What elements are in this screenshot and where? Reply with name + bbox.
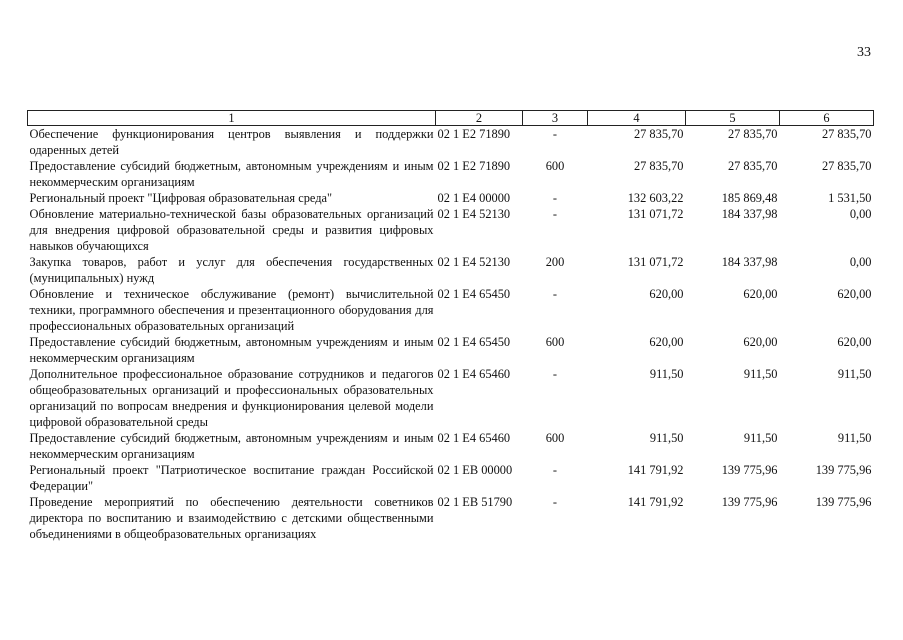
header-col-6: 6 xyxy=(780,111,874,126)
row-name: Региональный проект "Цифровая образовательная среда" xyxy=(29,191,333,205)
row-value-1: 141 791,92 xyxy=(627,463,684,477)
row-name: Предоставление субсидий бюджетным, автономным учреждениям и иным некоммерческим организациям xyxy=(29,431,434,461)
table-row xyxy=(28,158,874,190)
row-name: Региональный проект "Патриотическое воспитание граждан Российской Федерации" xyxy=(29,463,434,493)
row-value-3: 27 835,70 xyxy=(821,159,872,173)
row-value-1: 620,00 xyxy=(649,335,684,349)
table-row xyxy=(28,462,874,494)
row-name: Проведение мероприятий по обеспечению деятельности советников директора по воспитанию и взаимодействию с детскими общественными объединениями в общеобразовательных организациях xyxy=(29,495,434,541)
row-name: Обновление материально-технической базы образовательных организаций для внедрения цифровой образовательной среды и развития цифровых навыков обучающихся xyxy=(29,207,434,253)
row-type: - xyxy=(552,287,558,301)
row-value-1: 27 835,70 xyxy=(633,127,684,141)
header-col-1: 1 xyxy=(28,111,436,126)
row-value-3: 911,50 xyxy=(837,367,872,381)
header-col-3: 3 xyxy=(523,111,588,126)
row-value-2: 911,50 xyxy=(743,367,778,381)
row-code: 02 1 E4 52130 xyxy=(437,207,511,221)
header-col-4: 4 xyxy=(588,111,686,126)
row-name: Предоставление субсидий бюджетным, автономным учреждениям и иным некоммерческим организациям xyxy=(29,335,434,365)
row-type: 200 xyxy=(545,255,565,269)
table-row xyxy=(28,254,874,286)
row-name: Обновление и техническое обслуживание (ремонт) вычислительной техники, программного обеспечения и презентационного оборудования для профессиональных образовательных организаций xyxy=(29,287,434,333)
row-name: Закупка товаров, работ и услуг для обеспечения государственных (муниципальных) нужд xyxy=(29,255,434,285)
row-name: Дополнительное профессиональное образование сотрудников и педагогов общеобразовательных организаций и профессиональных образовательных организаций по вопросам внедрения и функционирования целевой модели цифровой образовательной среды xyxy=(29,367,434,429)
row-value-2: 184 337,98 xyxy=(721,207,778,221)
row-value-2: 27 835,70 xyxy=(727,127,778,141)
row-type: - xyxy=(552,495,558,509)
header-col-5: 5 xyxy=(686,111,780,126)
page-number: 33 xyxy=(857,45,871,60)
row-value-2: 620,00 xyxy=(743,287,778,301)
row-value-3: 27 835,70 xyxy=(821,127,872,141)
budget-table xyxy=(27,110,874,542)
table-header-row xyxy=(28,111,874,126)
table-row xyxy=(28,334,874,366)
table-row xyxy=(28,430,874,462)
row-code: 02 1 E4 65460 xyxy=(437,431,511,445)
table-row xyxy=(28,366,874,430)
row-code: 02 1 E4 65450 xyxy=(437,335,511,349)
row-type: - xyxy=(552,367,558,381)
row-value-1: 131 071,72 xyxy=(627,207,684,221)
table-row xyxy=(28,494,874,542)
row-value-1: 911,50 xyxy=(649,367,684,381)
row-type: 600 xyxy=(545,431,565,445)
table-row xyxy=(28,126,874,159)
table-row xyxy=(28,206,874,254)
row-type: 600 xyxy=(545,335,565,349)
row-value-2: 184 337,98 xyxy=(721,255,778,269)
row-value-1: 131 071,72 xyxy=(627,255,684,269)
row-value-3: 1 531,50 xyxy=(828,191,872,205)
row-value-2: 139 775,96 xyxy=(721,495,778,509)
row-value-1: 132 603,22 xyxy=(627,191,684,205)
row-value-3: 0,00 xyxy=(849,207,872,221)
row-type: - xyxy=(552,191,558,205)
row-code: 02 1 EB 00000 xyxy=(437,463,513,477)
row-value-1: 911,50 xyxy=(649,431,684,445)
row-value-1: 620,00 xyxy=(649,287,684,301)
row-type: 600 xyxy=(545,159,565,173)
row-type: - xyxy=(552,207,558,221)
row-value-1: 27 835,70 xyxy=(633,159,684,173)
row-code: 02 1 EB 51790 xyxy=(437,495,513,509)
table-row xyxy=(28,190,874,206)
row-code: 02 1 E2 71890 xyxy=(437,159,511,173)
row-value-3: 139 775,96 xyxy=(815,463,872,477)
row-value-3: 911,50 xyxy=(837,431,872,445)
row-value-2: 185 869,48 xyxy=(721,191,778,205)
row-value-3: 620,00 xyxy=(837,335,872,349)
row-value-2: 27 835,70 xyxy=(727,159,778,173)
row-code: 02 1 E2 71890 xyxy=(437,127,511,141)
row-name: Обеспечение функционирования центров выявления и поддержки одаренных детей xyxy=(29,127,434,157)
row-code: 02 1 E4 52130 xyxy=(437,255,511,269)
table-row xyxy=(28,286,874,334)
row-value-2: 911,50 xyxy=(743,431,778,445)
row-value-3: 139 775,96 xyxy=(815,495,872,509)
row-value-1: 141 791,92 xyxy=(627,495,684,509)
row-code: 02 1 E4 65450 xyxy=(437,287,511,301)
row-value-2: 620,00 xyxy=(743,335,778,349)
row-type: - xyxy=(552,463,558,477)
row-type: - xyxy=(552,127,558,141)
header-col-2: 2 xyxy=(436,111,523,126)
row-value-3: 620,00 xyxy=(837,287,872,301)
row-code: 02 1 E4 00000 xyxy=(437,191,511,205)
row-value-3: 0,00 xyxy=(849,255,872,269)
row-code: 02 1 E4 65460 xyxy=(437,367,511,381)
row-value-2: 139 775,96 xyxy=(721,463,778,477)
row-name: Предоставление субсидий бюджетным, автономным учреждениям и иным некоммерческим организациям xyxy=(29,159,434,189)
